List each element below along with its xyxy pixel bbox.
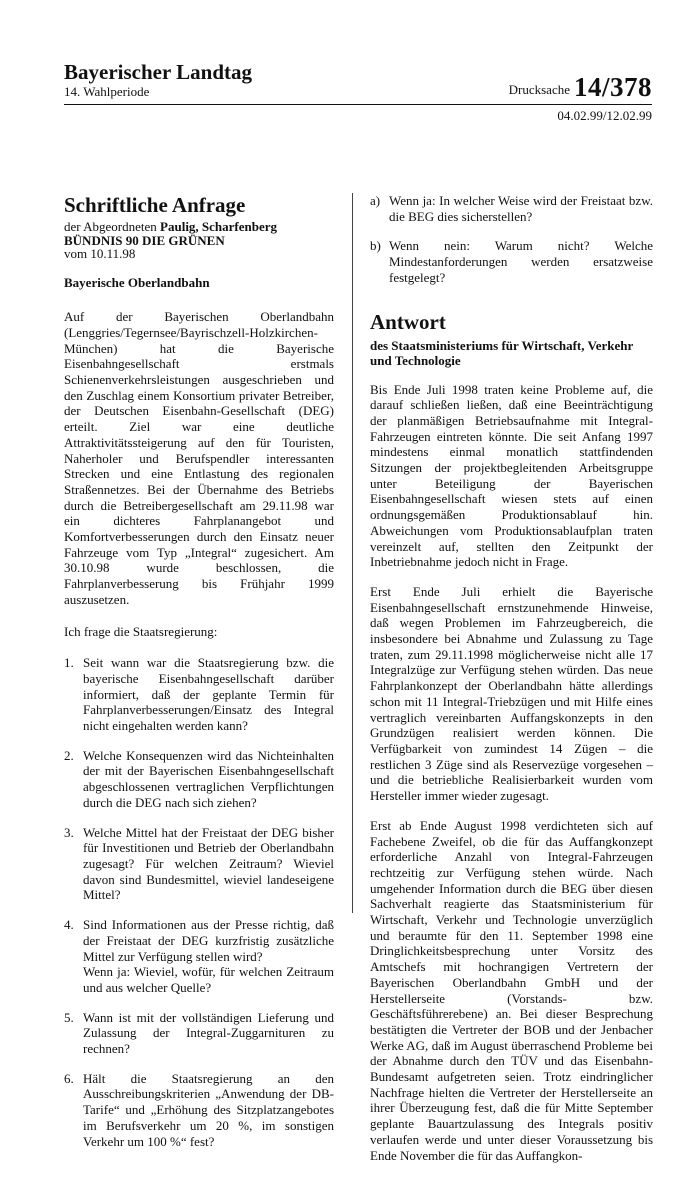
drucksache-number: 14/378 [573, 72, 652, 102]
question-item [64, 748, 334, 811]
question-text: Seit wann war die Staatsregierung bzw. die bayerische Eisenbahngesellschaft darüber informiert, daß der geplante Termin für Fahrplanverbesserungen/Einsatz des Integral nicht eingehalten werden kann? [83, 655, 334, 734]
authors-prefix: der Abgeordneten [64, 219, 161, 234]
inquiry-party: BÜNDNIS 90 DIE GRÜNEN [64, 232, 225, 248]
subquestion-text: Wenn ja: In welcher Weise wird der Freistaat bzw. die BEG dies sicherstellen? [389, 193, 653, 224]
inquiry-authors [64, 220, 334, 234]
subquestion-text: Wenn nein: Warum nicht? Welche Mindestanforderungen werden ersatzweise festgelegt? [389, 238, 653, 285]
question-text: Sind Informationen aus der Presse richtig, daß der Freistaat der DEG kurzfristig zusätzliche Mittel zur Verfügung stellen wird? [83, 917, 334, 964]
answer-paragraph: Erst Ende Juli erhielt die Bayerische Eisenbahngesellschaft ernstzunehmende Hinweise, daß wegen Problemen im Fahrzeugbereich, die insbesondere bei Abnahme und Zulassung zu Tage traten, zum 29.11.1998 möglicherweise nicht alle 17 Integralzüge zur Verfügung stehen würden. Das neue Fahrplankonzept der Oberlandbahn hätte allerdings schon mit 11 Integral-Triebzügen und mit Hilfe eines vertraglich vereinbarten Auffangskonzepts in den Grundzügen realisiert werden können. Die Verfügbarkeit von zumindest 14 Zügen – die restlichen 3 Züge sind als Reservezüge vorgesehen – und die betriebliche Realisierbarkeit wurden vom Hersteller immer wieder zugesagt. [370, 583, 653, 804]
subquestion-list [370, 193, 653, 286]
question-number: 3. [64, 824, 74, 840]
question-item [64, 825, 334, 904]
inquiry-date: vom 10.11.98 [64, 246, 136, 261]
question-number: 6. [64, 1070, 74, 1086]
left-column [64, 193, 334, 1163]
inquiry-ask: Ich frage die Staatsregierung: [64, 623, 218, 639]
subquestion-letter: a) [370, 193, 381, 208]
drucksache-label: Drucksache [508, 82, 570, 97]
question-item [64, 655, 334, 734]
right-column [370, 193, 653, 1177]
subquestion-item [370, 238, 653, 285]
question-text: Welche Mittel hat der Freistaat der DEG bisher für Investitionen und Betrieb der Oberlandbahn zugesagt? Für welchen Zeitraum? Wieviel davon sind Bundesmittel, wieviel landeseigene Mittel? [83, 824, 334, 903]
parliament-title: Bayerischer Landtag [64, 60, 253, 84]
legislative-period: 14. Wahlperiode [64, 84, 150, 99]
answer-paragraph: Bis Ende Juli 1998 traten keine Probleme auf, die darauf schließen ließen, daß eine Beeinträchtigung der planmäßigen Betriebsaufnahme mit Integral-Fahrzeugen eintreten könnte. Die seit Anfang 1997 mindestens einmal monatlich stattfindenden Sitzungen der projektbegleitenden Arbeitsgruppe unter Beteiligung der Bayerischen Eisenbahngesellschaft wiesen stets auf einen ordnungsgemäßen Produktionsablauf hin. Abweichungen vom Produktionsablaufplan traten vereinzelt auf, stellten den Zeitpunkt der Inbetriebnahme jedoch nicht in Frage. [370, 381, 653, 570]
document-number-block [509, 72, 652, 103]
inquiry-intro: Auf der Bayerischen Oberlandbahn (Lenggries/Tegernsee/Bayrischzell-Holzkirchen-München) hat die Bayerische Eisenbahngesellschaft erstmals Schienenverkehrsleistungen ausgeschrieben und den Zuschlag einem Konsortium privater Betreiber, der Deutschen Eisenbahn-Gesellschaft (DEG) erteilt. Ziel war eine deutliche Attraktivitätssteigerung auf den für Touristen, Naherholer und Berufspendler interessanten Strecken und eine Entlastung des regionalen Straßennetzes. Bei der Übernahme des Betriebs durch die Betreibergesellschaft am 29.11.98 war ein dichteres Fahrplanangebot und Komfortverbesserungen durch den Einsatz neuer Fahrzeuge vom Typ „Integral“ zugesichert. Am 30.10.98 wurde beschlossen, die Fahrplanverbesserung bis Frühjahr 1999 auszusetzen. [64, 309, 334, 607]
question-text: Wann ist mit der vollständigen Lieferung und Zulassung der Integral-Zuggarnituren zu rechnen? [83, 1009, 334, 1057]
question-number: 4. [64, 917, 74, 933]
question-list [64, 655, 334, 1149]
subquestion-item [370, 193, 653, 224]
inquiry-title: Schriftliche Anfrage [64, 193, 246, 217]
question-followup: Wenn ja: Wieviel, wofür, für welchen Zeitraum und aus welcher Quelle? [83, 964, 334, 995]
question-number: 5. [64, 1009, 74, 1025]
document-dates: 04.02.99/12.02.99 [557, 108, 652, 123]
question-item [64, 1071, 334, 1150]
answer-paragraph: Erst ab Ende August 1998 verdichteten sich auf Fachebene Zweifel, ob die für das Auffangkonzept erforderliche Anzahl von Integral-Fahrzeugen rechtzeitig zur Verfügung stehen würde. Nach umgehender Information durch die BEG über diesen Sachverhalt reagierte das Staatsministerium für Wirtschaft, Verkehr und Technologie unverzüglich und beraumte für den 11. September 1998 eine Dringlichkeitsbesprechung unter Vorsitz des Amtschefs mit hochrangigen Vertretern der Bayerischen Oberlandbahn GmbH und der Herstellerseite (Vorstands- bzw. Geschäftsführerebene) an. Bei dieser Besprechung bestätigten die Vertreter der BOB und der Jenbacher Werke AG, daß im August überraschend Probleme bei der Abnahme durch den TÜV und das Eisenbahn-Bundesamt aufgetreten seien. Trotz eindringlicher Nachfrage hielten die Vertreter der Herstellerseite an ihrer Überzeugung fest, daß die für Mitte September geplante Bauartzulassung des Integrals positiv verlaufen werde und unter dieser Voraussetzung bis Ende November die für das Auffangkon- [370, 817, 653, 1163]
question-number: 1. [64, 655, 74, 671]
question-text: Welche Konsequenzen wird das Nichteinhalten der mit der Bayerischen Eisenbahngesellschaft abgeschlossenen vertraglichen Verpflichtungen durch die DEG nach sich ziehen? [83, 747, 334, 810]
subquestion-letter: b) [370, 238, 381, 254]
answer-title: Antwort [370, 309, 446, 334]
column-divider [352, 193, 353, 913]
authors-names: Paulig, Scharfenberg [160, 219, 278, 234]
question-number: 2. [64, 747, 74, 763]
question-item [64, 1010, 334, 1057]
question-item [64, 917, 334, 996]
answer-subtitle: des Staatsministeriums für Wirtschaft, Verkehr und Technologie [370, 337, 634, 368]
header-rule [64, 104, 652, 105]
inquiry-subject: Bayerische Oberlandbahn [64, 274, 210, 290]
question-text: Hält die Staatsregierung an den Ausschreibungskriterien „Anwendung der DB-Tarife“ und „Erhöhung des Sitzplatzangebotes im Berufsverkehr um 20 %, im sonstigen Verkehr um 100 %“ fest? [83, 1070, 334, 1149]
